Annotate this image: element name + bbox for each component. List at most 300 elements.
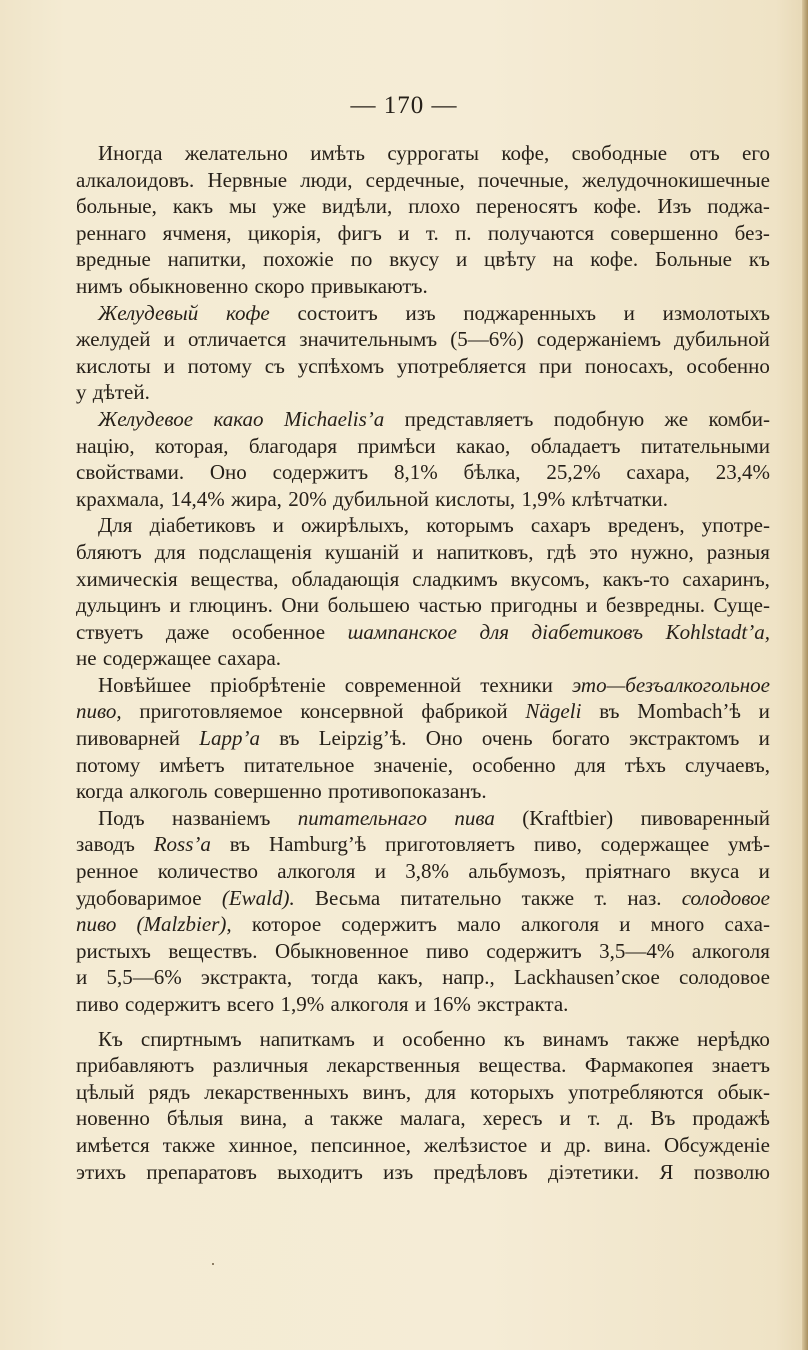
word: скоро xyxy=(254,273,305,298)
word: его xyxy=(742,141,770,165)
word: экстракта. xyxy=(477,992,569,1016)
word: Суще- xyxy=(713,593,770,618)
word: винамъ xyxy=(542,1026,609,1051)
italic-word: это—безъалкогольное xyxy=(571,672,770,697)
italic-word: Kohlstadt’а, xyxy=(665,619,770,644)
word: 23,4% xyxy=(715,460,770,485)
word: получаются xyxy=(487,220,595,245)
text-line xyxy=(76,592,770,619)
word: пепсинное, xyxy=(310,1132,411,1157)
word: поджа- xyxy=(707,194,770,219)
word: вкуса xyxy=(690,859,740,884)
word: кислоты, xyxy=(435,486,516,511)
word: т. xyxy=(425,220,439,245)
word: обладающія xyxy=(291,566,400,591)
word: рядъ xyxy=(148,1079,191,1104)
word: техники xyxy=(480,672,553,697)
italic-word: Nägeli xyxy=(525,699,582,724)
word: плохо xyxy=(408,194,461,219)
italic-word: Желудевое xyxy=(98,406,194,431)
italic-word: пива xyxy=(454,805,495,830)
word: это xyxy=(589,539,618,564)
word: и xyxy=(372,1026,385,1051)
word: Mombach’ѣ xyxy=(637,699,741,724)
word: Обыкновенное xyxy=(274,938,409,963)
word: которымъ xyxy=(426,513,514,538)
word: приготовляемое xyxy=(139,699,283,724)
word: благодаря xyxy=(248,433,338,458)
text-line xyxy=(76,300,770,327)
word: вещества. xyxy=(478,1053,567,1078)
word: алкалоидовъ. xyxy=(76,167,195,192)
word: у xyxy=(76,380,87,405)
word: которое xyxy=(251,912,322,937)
word: всего xyxy=(226,992,275,1016)
word: также xyxy=(626,1026,680,1051)
word: при xyxy=(539,353,573,378)
word: совершенно xyxy=(213,779,322,804)
word: и xyxy=(76,965,88,990)
text-line xyxy=(76,379,770,406)
word: подобную xyxy=(553,406,645,431)
body-text xyxy=(76,140,770,1185)
word: вещества, xyxy=(190,566,279,591)
word: фабрикой xyxy=(421,699,508,724)
word: вкусу xyxy=(389,247,440,272)
text-line xyxy=(76,1079,770,1106)
word: и xyxy=(623,300,635,325)
word: цѣлый xyxy=(76,1079,135,1104)
word: предѣловъ xyxy=(433,1159,528,1184)
italic-word: кофе xyxy=(225,300,270,325)
word: клѣтчатки. xyxy=(571,486,668,511)
word: бляютъ xyxy=(76,539,142,564)
word: пиво xyxy=(76,992,119,1016)
word: консервной xyxy=(300,699,404,724)
word: и xyxy=(586,593,598,618)
word: содержитъ xyxy=(125,992,221,1016)
word: совершенно xyxy=(610,220,719,245)
word: п. xyxy=(455,220,472,245)
word: т. xyxy=(594,885,608,910)
word: дубильной xyxy=(333,486,429,511)
word: обык- xyxy=(717,1079,770,1104)
word: и xyxy=(758,699,770,724)
word: и xyxy=(169,593,181,618)
word: и xyxy=(163,353,175,378)
word: діэтетики. xyxy=(547,1159,640,1184)
word: содержитъ xyxy=(272,460,369,485)
word: люди, xyxy=(300,167,353,192)
word: напиткамъ xyxy=(259,1026,355,1051)
word: же xyxy=(664,406,689,431)
word: экстракта, xyxy=(200,965,293,990)
word: питательно xyxy=(400,885,502,910)
text-line xyxy=(76,566,770,593)
word: въ xyxy=(279,726,300,751)
word: Нервные xyxy=(207,167,288,192)
text-line xyxy=(76,1159,770,1186)
text-line xyxy=(76,831,770,858)
word: (5—6%) xyxy=(450,327,524,352)
word: мало xyxy=(457,912,501,937)
word: лекарственныхъ xyxy=(204,1079,349,1104)
word: сладкимъ xyxy=(412,566,498,591)
word: содержитъ xyxy=(341,912,437,937)
text-line xyxy=(76,326,770,353)
text-line xyxy=(76,459,770,486)
word: этихъ xyxy=(76,1159,126,1184)
word: и xyxy=(758,859,770,884)
word: свойствами. xyxy=(76,460,185,485)
word: напр., xyxy=(442,965,495,990)
word: кушаній xyxy=(324,539,400,564)
word: Подъ xyxy=(98,805,145,830)
word: 25,2% xyxy=(546,460,601,485)
word: 1,9% xyxy=(521,486,566,511)
text-line xyxy=(76,273,770,300)
word: очень xyxy=(481,726,533,751)
word: употребляются xyxy=(568,1079,704,1104)
word: алкоголя xyxy=(520,912,600,937)
text-line xyxy=(76,1105,770,1132)
text-line xyxy=(76,220,770,247)
italic-word: Ross’а xyxy=(153,832,211,857)
word: желудочнокишечные xyxy=(582,167,770,192)
word: большею xyxy=(327,593,410,618)
word: содержащее xyxy=(102,646,212,671)
word: желательно xyxy=(184,141,288,165)
word: дубильной xyxy=(674,327,770,352)
word: заводъ xyxy=(76,832,135,857)
word: приготовляетъ xyxy=(385,832,515,857)
italic-word: питательнаго xyxy=(297,805,427,830)
word: хинное, xyxy=(228,1132,298,1157)
word: къ xyxy=(503,1026,525,1051)
word: которая, xyxy=(154,433,229,458)
word: и xyxy=(163,327,175,352)
word: вредные xyxy=(76,247,151,272)
word: алкоголя xyxy=(691,938,770,963)
word: также xyxy=(162,1132,216,1157)
word: суррогаты xyxy=(387,141,480,165)
word: ренное xyxy=(76,859,139,884)
word: желѣзистое xyxy=(423,1132,528,1157)
text-line xyxy=(76,512,770,539)
word: Въ xyxy=(650,1106,676,1131)
word: переносятъ xyxy=(476,194,578,219)
word: особенно xyxy=(402,1026,486,1051)
word: какъ xyxy=(172,194,214,219)
word: жира, xyxy=(231,486,282,511)
text-line xyxy=(76,486,770,513)
word: напитковъ, xyxy=(436,539,534,564)
italic-word: (Ewald). xyxy=(221,885,295,910)
word: 20% xyxy=(288,486,327,511)
word: и xyxy=(619,912,631,937)
word: успѣхомъ xyxy=(297,353,385,378)
word: глюцинъ. xyxy=(189,593,273,618)
text-line xyxy=(76,167,770,194)
word: Для xyxy=(98,513,133,538)
word: поджаренныхъ xyxy=(463,300,596,325)
word: потому xyxy=(187,353,252,378)
italic-word: солодовое xyxy=(681,885,770,910)
word: гдѣ xyxy=(546,539,577,564)
word: мы xyxy=(229,194,257,219)
text-line xyxy=(76,911,770,938)
word: Leipzig’ѣ. xyxy=(318,726,407,751)
word: въ xyxy=(599,699,620,724)
word: отъ xyxy=(689,141,720,165)
text-line xyxy=(76,406,770,433)
word: даже xyxy=(165,619,210,644)
word: особенно xyxy=(686,353,770,378)
italic-word: какао xyxy=(213,406,264,431)
word: особенно xyxy=(472,752,556,777)
word: частью xyxy=(418,593,482,618)
word: имѣется xyxy=(76,1132,150,1157)
word: уже xyxy=(272,194,307,219)
word: сахаринъ, xyxy=(682,566,770,591)
text-line xyxy=(76,539,770,566)
word: тогда xyxy=(311,965,359,990)
word: веществъ. xyxy=(168,938,258,963)
word: нимъ xyxy=(76,273,123,298)
word: когда xyxy=(76,779,124,804)
word: кофе. xyxy=(593,194,642,219)
word: Новѣйшее xyxy=(98,672,192,697)
word: особенное xyxy=(231,619,326,644)
word: 3,8% xyxy=(405,859,450,884)
word: количество xyxy=(157,859,258,884)
word: питательными xyxy=(640,433,770,458)
word: пивоваренный xyxy=(640,805,770,830)
word: Къ xyxy=(98,1026,123,1051)
word: сахаръ xyxy=(530,513,591,538)
word: вина, xyxy=(240,1106,288,1131)
print-speck xyxy=(212,1263,214,1265)
word: и xyxy=(414,992,427,1016)
word: т. xyxy=(587,1106,601,1131)
text-line xyxy=(76,938,770,965)
word: употре- xyxy=(701,513,770,538)
word: богато xyxy=(551,726,610,751)
word: имѣетъ xyxy=(159,752,225,777)
word: вина. xyxy=(603,1132,651,1157)
word: Фармакопея xyxy=(584,1053,694,1078)
word: названіемъ xyxy=(172,805,271,830)
word: обыкновенно xyxy=(128,273,249,298)
word: дульцинъ xyxy=(76,593,161,618)
word: привыкаютъ. xyxy=(310,273,428,298)
word: экстрактомъ xyxy=(629,726,740,751)
word: Оно xyxy=(425,726,463,751)
word: без- xyxy=(734,220,770,245)
word: похожіе xyxy=(263,247,334,272)
word: удобоваримое xyxy=(76,885,202,910)
word: цикорія, xyxy=(247,220,322,245)
word: алкоголя xyxy=(277,859,356,884)
text-line xyxy=(76,964,770,991)
text-line xyxy=(76,246,770,273)
italic-word: пиво, xyxy=(76,699,122,724)
text-line xyxy=(76,645,770,672)
word: пріобрѣтеніе xyxy=(210,672,326,697)
word: наз. xyxy=(627,885,662,910)
word: цвѣту xyxy=(484,247,537,272)
word: обладаетъ xyxy=(530,433,621,458)
italic-word: шампанское xyxy=(347,619,457,644)
word: содержитъ xyxy=(486,938,582,963)
word: потому xyxy=(76,752,141,777)
word: крахмала, xyxy=(76,486,165,511)
word: какъ, xyxy=(377,965,424,990)
word: напитки, xyxy=(167,247,247,272)
italic-word: діабетиковъ xyxy=(531,619,644,644)
word: винъ, xyxy=(362,1079,412,1104)
word: и xyxy=(272,513,284,538)
word: Lackhausen’ское xyxy=(513,965,660,990)
italic-word: пиво xyxy=(76,912,117,937)
word: сахара. xyxy=(217,646,282,671)
text-line xyxy=(76,1026,770,1053)
word: діабетиковъ xyxy=(149,513,256,538)
word: въ xyxy=(229,832,251,857)
word: къ xyxy=(748,247,770,272)
word: пригодны xyxy=(490,593,578,618)
word: съ xyxy=(264,353,285,378)
text-line xyxy=(76,805,770,832)
word: бѣлка, xyxy=(463,460,521,485)
text-line xyxy=(76,353,770,380)
word: Больные xyxy=(654,247,732,272)
word: пріятнаго xyxy=(585,859,671,884)
page-edge xyxy=(802,0,808,1350)
italic-word: Желудевый xyxy=(98,300,199,325)
word: не xyxy=(76,646,97,671)
word: видѣли, xyxy=(322,194,393,219)
word: (Kraftbier) xyxy=(522,805,614,830)
text-line xyxy=(76,885,770,912)
word: измолотыхъ xyxy=(662,300,770,325)
word: и xyxy=(540,1132,552,1157)
word: и xyxy=(412,539,424,564)
text-line xyxy=(76,140,770,167)
word: 5,5—6% xyxy=(106,965,182,990)
word: фигъ xyxy=(337,220,382,245)
word: умѣ- xyxy=(728,832,770,857)
word: нерѣдко xyxy=(697,1026,770,1051)
text-line xyxy=(76,752,770,779)
word: реннаго xyxy=(76,220,147,245)
italic-word: Lapp’а xyxy=(199,726,260,751)
word: много xyxy=(650,912,705,937)
word: дѣтей. xyxy=(92,380,150,405)
word: по xyxy=(350,247,373,272)
italic-word: (Malzbier), xyxy=(136,912,232,937)
word: 16% xyxy=(432,992,471,1016)
word: больные, xyxy=(76,194,157,219)
word: желудей xyxy=(76,327,151,352)
word: противопоказанъ. xyxy=(328,779,487,804)
word: и xyxy=(374,859,386,884)
text-line xyxy=(76,778,770,805)
word: позволю xyxy=(693,1159,770,1184)
word: и xyxy=(398,220,410,245)
word: имѣть xyxy=(310,141,365,165)
word: ристыхъ xyxy=(76,938,151,963)
word: и xyxy=(455,247,468,272)
word: 14,4% xyxy=(170,486,225,511)
word: малага, xyxy=(399,1106,466,1131)
word: какао, xyxy=(456,433,511,458)
word: Весьма xyxy=(314,885,381,910)
word: препаратовъ xyxy=(146,1159,257,1184)
text-line xyxy=(76,858,770,885)
word: а xyxy=(304,1106,314,1131)
text-line xyxy=(76,433,770,460)
word: Они xyxy=(281,593,320,618)
word: Оно xyxy=(209,460,247,485)
word: тѣхъ xyxy=(624,752,666,777)
word: состоитъ xyxy=(297,300,378,325)
word: Я xyxy=(659,1159,674,1184)
text-line xyxy=(76,193,770,220)
word: пиво xyxy=(425,938,469,963)
word: лекарственныя xyxy=(326,1053,460,1078)
italic-word: для xyxy=(479,619,509,644)
word: саха- xyxy=(724,912,770,937)
word: изъ xyxy=(383,1159,414,1184)
word: 1,9% xyxy=(280,992,325,1016)
word: знаетъ xyxy=(711,1053,770,1078)
word: поносахъ, xyxy=(584,353,674,378)
word: значительнымъ xyxy=(299,327,438,352)
word: 3,5—4% xyxy=(599,938,675,963)
page-number: — 170 — xyxy=(350,92,458,119)
word: для xyxy=(574,752,606,777)
word: подслащенія xyxy=(198,539,312,564)
word: употребляется xyxy=(396,353,527,378)
word: Hamburg’ѣ xyxy=(268,832,367,857)
word: кофе, xyxy=(501,141,550,165)
word: и xyxy=(559,1106,571,1131)
text-line xyxy=(76,672,770,699)
text-line xyxy=(76,991,770,1018)
text-line xyxy=(76,1132,770,1159)
word: Изъ xyxy=(657,194,692,219)
word: солодовое xyxy=(678,965,770,990)
word: ожирѣлыхъ, xyxy=(301,513,410,538)
word: прибавляютъ xyxy=(76,1053,195,1078)
text-line xyxy=(76,698,770,725)
word: бѣлыя xyxy=(166,1106,224,1131)
word: нужно, xyxy=(630,539,694,564)
word: химическія xyxy=(76,566,178,591)
word: для xyxy=(154,539,186,564)
word: д. xyxy=(617,1106,634,1131)
word: также xyxy=(521,885,575,910)
text-line xyxy=(76,725,770,752)
italic-word: Michaelis’а xyxy=(283,406,385,431)
word: пиво, xyxy=(533,832,582,857)
word: комби- xyxy=(708,406,770,431)
word: выходитъ xyxy=(277,1159,363,1184)
word: различныя xyxy=(212,1053,309,1078)
word: сердечные, xyxy=(365,167,465,192)
word: алкоголя xyxy=(330,992,409,1016)
